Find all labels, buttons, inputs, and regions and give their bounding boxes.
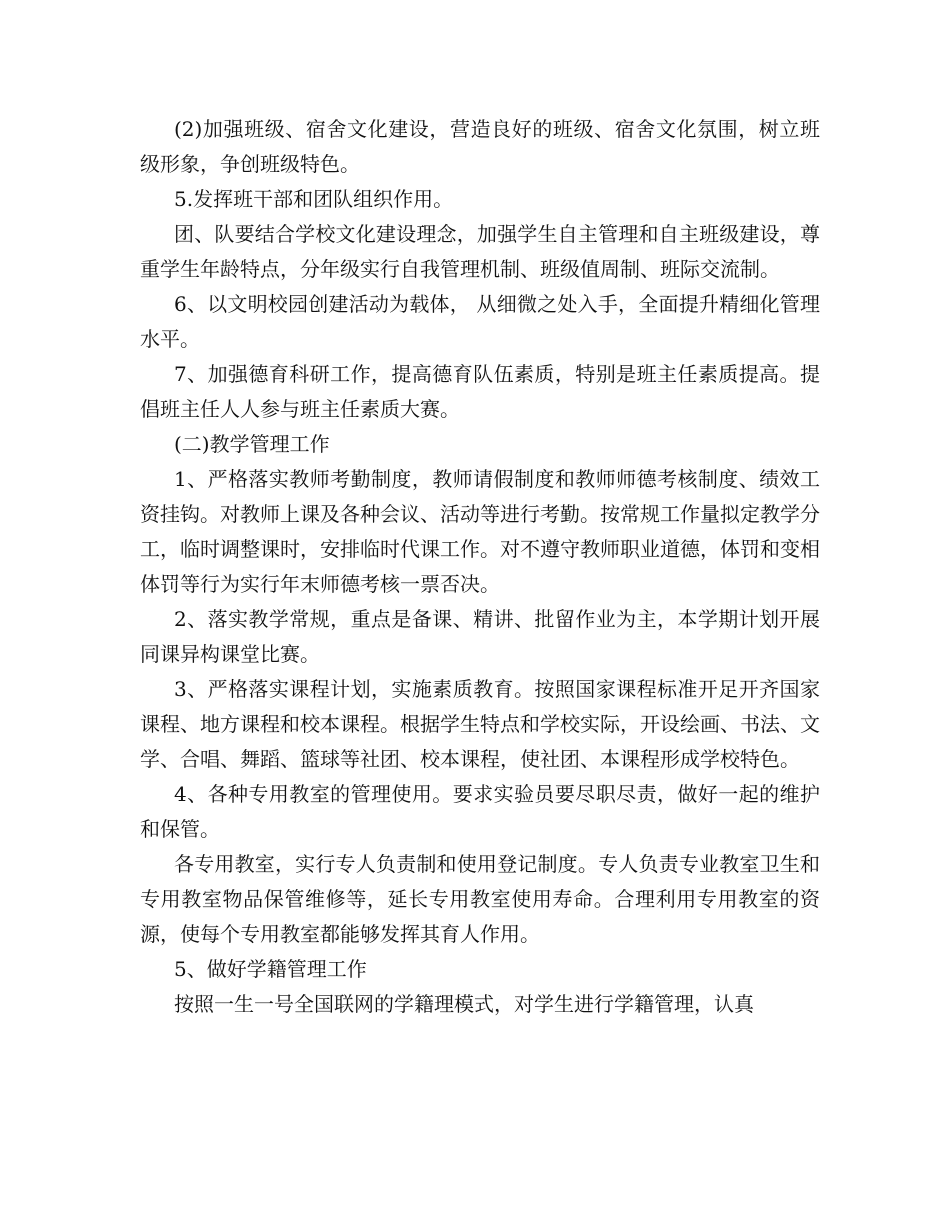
document-body — [140, 112, 820, 1022]
paragraph-curriculum: 3、严格落实课程计划，实施素质教育。按照国家课程标准开足开齐国家课程、地方课程和校本课程。根据学生特点和学校实际，开设绘画、书法、文学、合唱、舞蹈、篮球等社团、校本课程，使社团、本课程形成学校特色。 — [140, 677, 820, 771]
paragraph-classroom-responsibility: 各专用教室，实行专人负责制和使用登记制度。专人负责专业教室卫生和专用教室物品保管维修等，延长专用教室使用寿命。合理利用专用教室的资源，使每个专用教室都能够发挥其育人作用。 — [140, 852, 820, 946]
paragraph-heading-class-cadres: 5.发挥班干部和团队组织作用。 — [174, 187, 454, 211]
paragraph-youth-league: 团、队要结合学校文化建设理念，加强学生自主管理和自主班级建设，尊重学生年龄特点，分年级实行自我管理机制、班级值周制、班际交流制。 — [140, 222, 820, 281]
paragraph-moral-research: 7、加强德育科研工作，提高德育队伍素质，特别是班主任素质提高。提倡班主任人人参与班主任素质大赛。 — [140, 362, 820, 421]
section-heading-teaching-management: (二)教学管理工作 — [174, 432, 330, 456]
paragraph-teaching-routine: 2、落实教学常规，重点是备课、精讲、批留作业为主，本学期计划开展同课异构课堂比赛。 — [140, 607, 820, 666]
paragraph-special-classrooms: 4、各种专用教室的管理使用。要求实验员要尽职尽责，做好一起的维护和保管。 — [140, 782, 820, 841]
paragraph-student-records: 按照一生一号全国联网的学籍理模式，对学生进行学籍管理，认真 — [174, 992, 754, 1016]
paragraph-dorm-culture: (2)加强班级、宿舍文化建设，营造良好的班级、宿舍文化氛围，树立班级形象，争创班级特色。 — [140, 117, 820, 176]
paragraph-civilized-campus: 6、以文明校园创建活动为载体， 从细微之处入手，全面提升精细化管理水平。 — [140, 292, 820, 351]
paragraph-attendance: 1、严格落实教师考勤制度，教师请假制度和教师师德考核制度、绩效工资挂钩。对教师上课及各种会议、活动等进行考勤。按常规工作量拟定教学分工，临时调整课时，安排临时代课工作。对不遵守教师职业道德，体罚和变相体罚等行为实行年末师德考核一票否决。 — [140, 467, 820, 596]
paragraph-heading-student-records: 5、做好学籍管理工作 — [174, 957, 367, 981]
